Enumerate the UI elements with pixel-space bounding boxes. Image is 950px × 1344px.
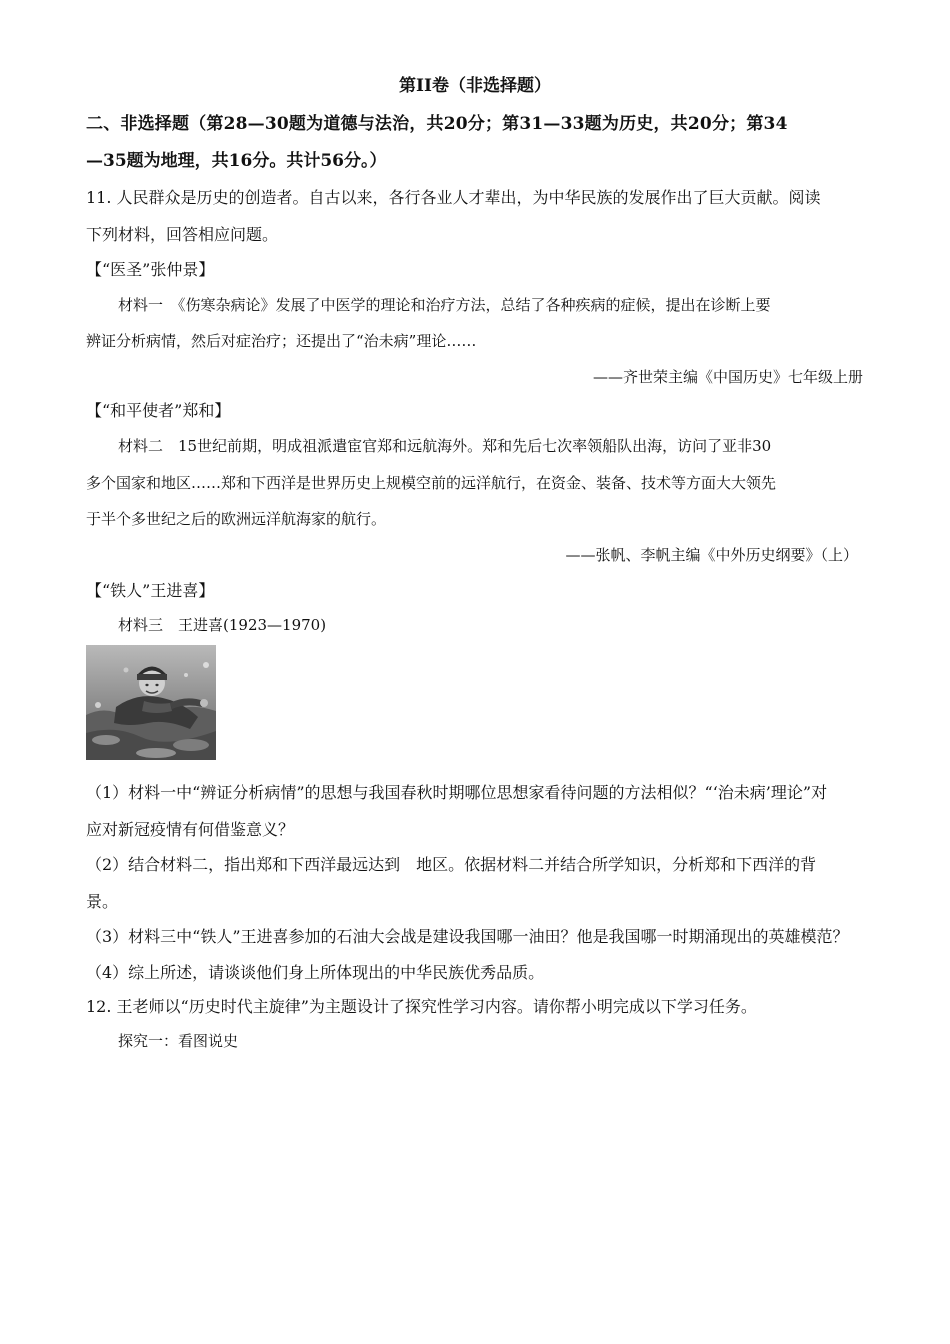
- q11-heading-zheng-he: 【“和平使者”郑和】: [86, 401, 231, 420]
- q11-sub1-line2: 应对新冠疫情有何借鉴意义？: [86, 820, 295, 839]
- q12-intro: 12. 王老师以“历史时代主旋律”为主题设计了探究性学习内容。请你帮小明完成以下学习任务。: [86, 997, 757, 1016]
- q11-material1-line2: 辨证分析病情，然后对症治疗；还提出了“治未病”理论……: [86, 332, 477, 350]
- q11-material3-caption: 材料三 王进喜(1923—1970): [118, 616, 327, 634]
- q11-intro-line2: 下列材料，回答相应问题。: [86, 225, 279, 244]
- q11-sub3: （3）材料三中“铁人”王进喜参加的石油大会战是建设我国哪一油田？他是我国哪一时期涌现出的英雄模范？: [86, 927, 849, 946]
- q12-task1: 探究一：看图说史: [118, 1032, 239, 1050]
- q11-material1-line1: 材料一 《伤寒杂病论》发展了中医学的理论和治疗方法，总结了各种疾病的症候，提出在诊断上要: [118, 296, 771, 314]
- q11-heading-wang-jinxi: 【“铁人”王进喜】: [86, 581, 215, 600]
- part-title: 第II卷（非选择题）: [399, 76, 551, 96]
- q11-source1: ——齐世荣主编《中国历史》七年级上册: [592, 368, 863, 386]
- q11-intro-line1: 11. 人民群众是历史的创造者。自古以来，各行各业人才辈出，为中华民族的发展作出了巨大贡献。阅读: [86, 188, 821, 207]
- section-header-line1: 二、非选择题（第28—30题为道德与法治，共20分；第31—33题为历史，共20分；第34: [86, 114, 788, 134]
- q11-material2-line2: 多个国家和地区……郑和下西洋是世界历史上规模空前的远洋航行，在资金、装备、技术等方面大大领先: [86, 474, 777, 492]
- q11-source2: ——张帆、李帆主编《中外历史纲要》（上）: [565, 546, 858, 564]
- q11-heading-zhang-zhongjing: 【“医圣”张仲景】: [86, 260, 215, 279]
- wang-jinxi-photo-graphic: [86, 645, 216, 760]
- q11-material2-line3: 于半个多世纪之后的欧洲远洋航海家的航行。: [86, 510, 387, 528]
- q11-sub1-line1: （1）材料一中“辨证分析病情”的思想与我国春秋时期哪位思想家看待问题的方法相似？“‘治未病’理论”对: [86, 783, 828, 802]
- q11-sub4: （4）综上所述，请谈谈他们身上所体现出的中华民族优秀品质。: [86, 963, 545, 982]
- q11-sub2-line2: 景。: [86, 892, 119, 911]
- wang-jinxi-photo: [86, 645, 216, 760]
- q11-sub2-line1: （2）结合材料二，指出郑和下西洋最远达到 地区。依据材料二并结合所学知识，分析郑和下西洋的背: [86, 855, 817, 874]
- section-header-line2: —35题为地理，共16分。共计56分。）: [86, 151, 387, 171]
- q11-material2-line1: 材料二 15世纪前期，明成祖派遣宦官郑和远航海外。郑和先后七次率领船队出海，访问了亚非30: [118, 437, 772, 455]
